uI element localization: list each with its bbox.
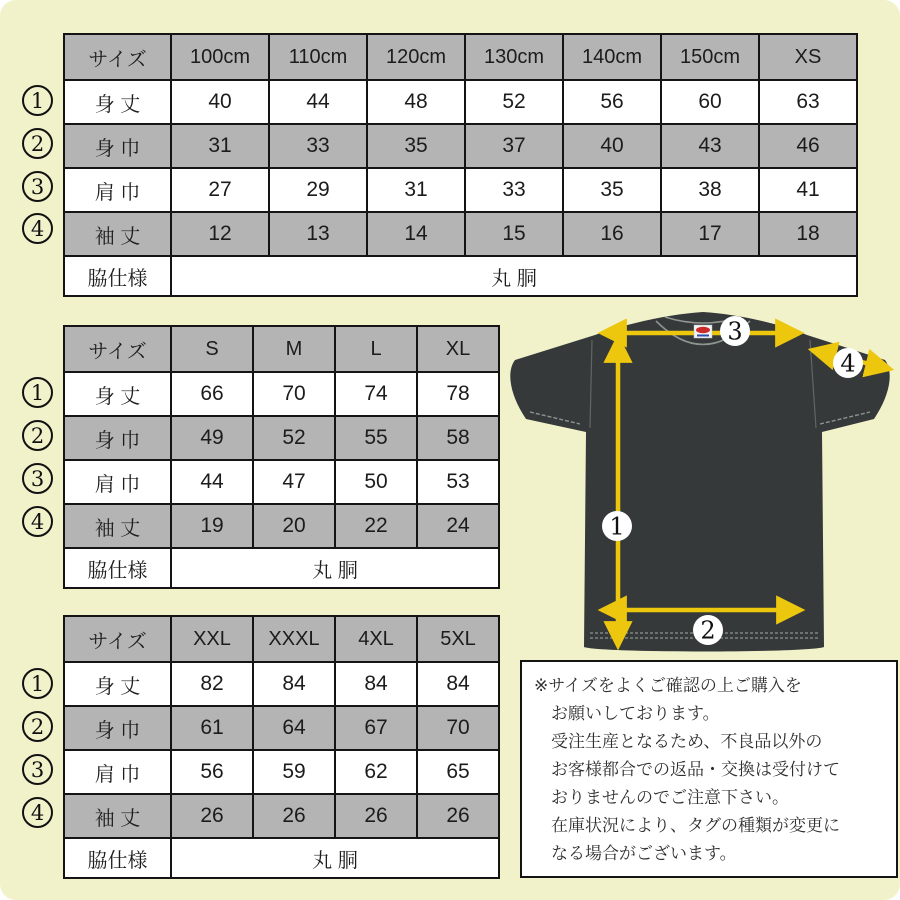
measurement-value-cell: 26 [417,794,499,838]
measurement-row [64,168,857,212]
measurement-value-cell: 26 [335,794,417,838]
note-line: お客様都合での返品・交換は受付けて [551,760,840,779]
measurement-value-cell: 26 [171,794,253,838]
measurement-value-cell: 59 [253,750,335,794]
measurement-value-cell: 12 [171,212,269,256]
measurement-value-cell: 70 [253,372,335,416]
big-size-table [63,615,500,879]
measurement-value-cell: 52 [253,416,335,460]
size-column-header: M [253,326,335,372]
measurement-value-cell: 15 [465,212,563,256]
size-column-header: 150cm [661,34,759,80]
measurement-value-cell: 29 [269,168,367,212]
measurement-label-cell: 肩 巾 [64,750,171,794]
measurement-value-cell: 26 [253,794,335,838]
size-column-header: XL [417,326,499,372]
measurement-value-cell: 78 [417,372,499,416]
note-line: 在庫状況により、タグの種類が変更に [551,816,840,835]
measurement-row [64,662,499,706]
measurement-row [64,794,499,838]
measurement-value-cell: 31 [171,124,269,168]
measurement-row [64,80,857,124]
measurement-label-cell: 身 巾 [64,124,171,168]
measurement-value-cell: 43 [661,124,759,168]
measurement-label-cell: 肩 巾 [64,460,171,504]
size-column-header: 110cm [269,34,367,80]
marker-4-kids: 4 [22,213,53,244]
measurement-value-cell: 55 [335,416,417,460]
size-header-cell: サイズ [64,616,171,662]
measurement-value-cell: 37 [465,124,563,168]
measurement-value-cell: 35 [563,168,661,212]
measurement-label-cell: 袖 丈 [64,212,171,256]
size-column-header: 120cm [367,34,465,80]
size-column-header: XXXL [253,616,335,662]
size-column-header: 4XL [335,616,417,662]
side-spec-row [64,548,499,588]
size-column-header: XXL [171,616,253,662]
measurement-value-cell: 44 [269,80,367,124]
marker-2-adult: 2 [22,420,53,451]
note-line: お願いしております。 [551,704,720,723]
shirt-marker-3: 3 [727,317,743,346]
measurement-value-cell: 70 [417,706,499,750]
measurement-value-cell: 22 [335,504,417,548]
tshirt-diagram [500,300,900,670]
measurement-value-cell: 74 [335,372,417,416]
marker-1-kids: 1 [22,85,53,116]
side-spec-label-cell: 脇仕様 [64,548,171,588]
adult-size-table [63,325,500,589]
measurement-value-cell: 56 [171,750,253,794]
measurement-value-cell: 84 [335,662,417,706]
measurement-value-cell: 47 [253,460,335,504]
measurement-label-cell: 身 巾 [64,416,171,460]
measurement-label-cell: 肩 巾 [64,168,171,212]
marker-3-adult: 3 [22,463,53,494]
measurement-value-cell: 17 [661,212,759,256]
side-spec-row [64,838,499,878]
side-spec-value-cell: 丸 胴 [171,548,499,588]
tshirt-body [510,312,889,652]
measurement-value-cell: 38 [661,168,759,212]
marker-2-kids: 2 [22,128,53,159]
measurement-row [64,504,499,548]
measurement-value-cell: 46 [759,124,857,168]
measurement-value-cell: 24 [417,504,499,548]
measurement-value-cell: 16 [563,212,661,256]
measurement-label-cell: 身 丈 [64,662,171,706]
collar-brand-tag [694,325,712,338]
measurement-label-cell: 身 丈 [64,372,171,416]
measurement-value-cell: 61 [171,706,253,750]
size-header-cell: サイズ [64,326,171,372]
measurement-value-cell: 62 [335,750,417,794]
measurement-value-cell: 33 [465,168,563,212]
marker-3-big: 3 [22,754,53,785]
tshirt-illustration [500,300,900,670]
measurement-value-cell: 44 [171,460,253,504]
marker-1-big: 1 [22,668,53,699]
shirt-marker-4: 4 [840,349,856,378]
marker-4-big: 4 [22,797,53,828]
measurement-value-cell: 19 [171,504,253,548]
size-column-header: 100cm [171,34,269,80]
note-line: 受注生産となるため、不良品以外の [551,732,823,751]
measurement-value-cell: 66 [171,372,253,416]
measurement-value-cell: 41 [759,168,857,212]
measurement-value-cell: 53 [417,460,499,504]
measurement-value-cell: 84 [417,662,499,706]
size-column-header: 130cm [465,34,563,80]
measurement-value-cell: 20 [253,504,335,548]
measurement-label-cell: 袖 丈 [64,504,171,548]
size-column-header: XS [759,34,857,80]
marker-3-kids: 3 [22,171,53,202]
note-line: ※サイズをよくご確認の上ご購入を [534,676,802,695]
measurement-value-cell: 13 [269,212,367,256]
size-column-header: 5XL [417,616,499,662]
measurement-value-cell: 40 [563,124,661,168]
measurement-row [64,706,499,750]
marker-4-adult: 4 [22,506,53,537]
note-line: なる場合がございます。 [551,844,737,863]
measurement-row [64,460,499,504]
note-line: おりませんのでご注意下さい。 [551,788,789,807]
shirt-marker-2: 2 [700,616,716,645]
measurement-value-cell: 35 [367,124,465,168]
measurement-value-cell: 58 [417,416,499,460]
side-spec-row [64,256,857,296]
measurement-value-cell: 65 [417,750,499,794]
size-column-header: S [171,326,253,372]
measurement-row [64,212,857,256]
size-header-cell: サイズ [64,34,171,80]
purchase-note-box [520,660,898,878]
side-spec-value-cell: 丸 胴 [171,256,857,296]
measurement-value-cell: 56 [563,80,661,124]
side-spec-label-cell: 脇仕様 [64,256,171,296]
measurement-row [64,416,499,460]
measurement-value-cell: 40 [171,80,269,124]
measurement-value-cell: 14 [367,212,465,256]
marker-1-adult: 1 [22,377,53,408]
measurement-value-cell: 52 [465,80,563,124]
measurement-label-cell: 袖 丈 [64,794,171,838]
measurement-value-cell: 84 [253,662,335,706]
shirt-marker-1: 1 [609,512,625,541]
measurement-value-cell: 48 [367,80,465,124]
measurement-value-cell: 67 [335,706,417,750]
measurement-value-cell: 49 [171,416,253,460]
kids-size-table [63,33,858,297]
measurement-label-cell: 身 巾 [64,706,171,750]
measurement-value-cell: 50 [335,460,417,504]
measurement-row [64,372,499,416]
marker-2-big: 2 [22,711,53,742]
measurement-value-cell: 82 [171,662,253,706]
measurement-row [64,750,499,794]
size-column-header: 140cm [563,34,661,80]
measurement-label-cell: 身 丈 [64,80,171,124]
measurement-value-cell: 64 [253,706,335,750]
measurement-value-cell: 18 [759,212,857,256]
side-spec-value-cell: 丸 胴 [171,838,499,878]
measurement-value-cell: 33 [269,124,367,168]
measurement-value-cell: 27 [171,168,269,212]
measurement-row [64,124,857,168]
measurement-value-cell: 31 [367,168,465,212]
measurement-value-cell: 63 [759,80,857,124]
side-spec-label-cell: 脇仕様 [64,838,171,878]
measurement-value-cell: 60 [661,80,759,124]
size-column-header: L [335,326,417,372]
